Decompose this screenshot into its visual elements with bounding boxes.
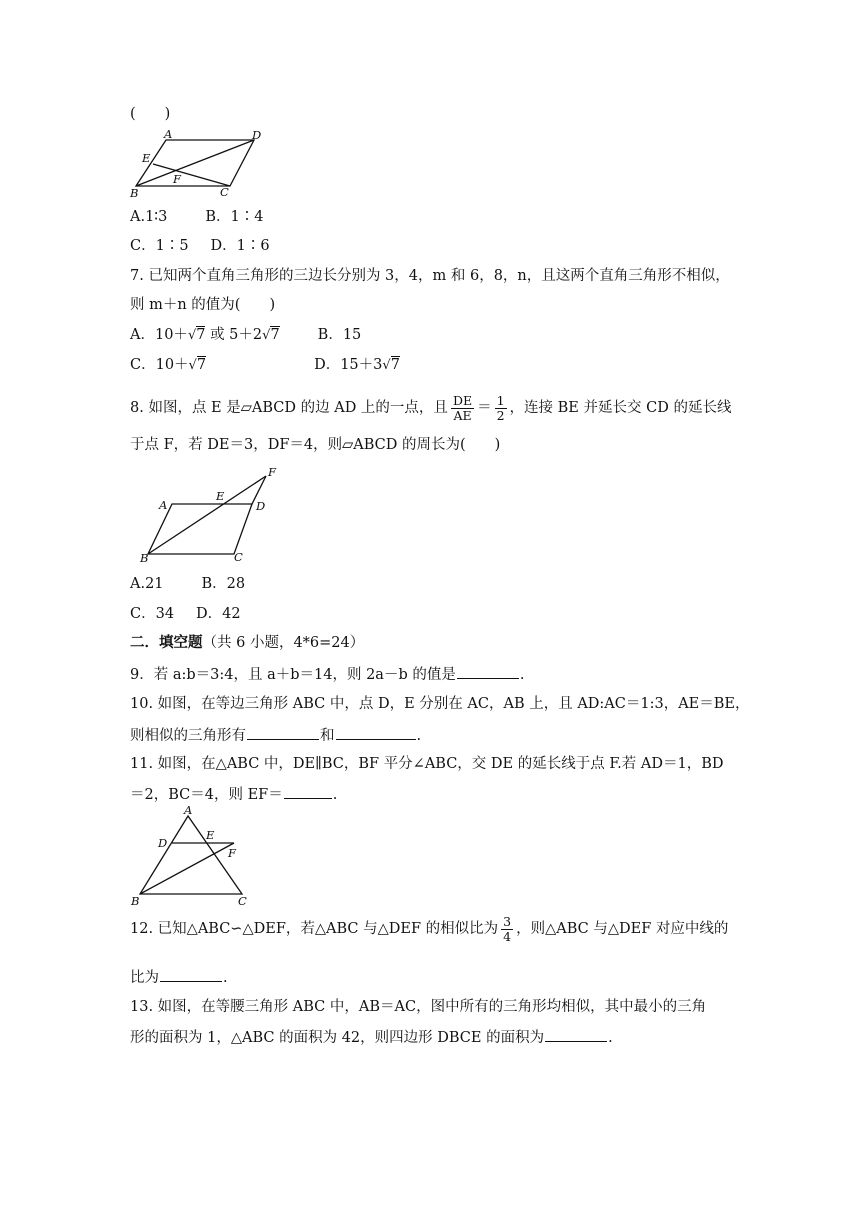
section-note: （共 6 小题，4*6=24）	[202, 635, 365, 651]
q13-answer-blank[interactable]	[545, 1026, 607, 1042]
q10-stem-line-2	[130, 724, 421, 746]
q11-segment-bf	[140, 843, 234, 894]
q7-options-row-1	[130, 325, 361, 346]
q8-equals: ＝	[477, 400, 492, 416]
q8-label-f: F	[268, 465, 276, 479]
q6-label-a: A	[164, 127, 173, 141]
q7-option-d-sqrt: √7	[382, 357, 400, 373]
q10-answer-blank-1[interactable]	[247, 724, 319, 740]
q8-options-row-2	[130, 604, 241, 624]
q11-stem-line-1: 11. 如图，在△ABC 中，DE∥BC，BF 平分∠ABC，交 DE 的延长线于点 F.若 AD＝1，BD	[130, 756, 724, 772]
q7-option-d-prefix: D．15＋3	[314, 357, 383, 373]
q11-triangle-figure	[128, 803, 256, 910]
q11-stem-line-2	[130, 783, 337, 805]
q8-stem-line-2: 于点 F，若 DE＝3，DF＝4，则▱ABCD 的周长为( )	[130, 437, 501, 453]
q7-option-a-prefix: A．10＋	[130, 327, 188, 343]
q7-options-row-2	[130, 355, 400, 376]
q10-answer-blank-2[interactable]	[336, 724, 416, 740]
q12-stem-line-2	[130, 966, 228, 988]
q12-fraction-three-quarters: $\frac{3}{4}$	[503, 913, 512, 944]
q6-segment-bd	[136, 140, 254, 186]
q7-option-b: B．15	[317, 327, 362, 343]
q10-stem-line-1: 10. 如图，在等边三角形 ABC 中，点 D，E 分别在 AC，AB 上，且 AD:AC＝1:3，AE＝BE，	[130, 696, 750, 712]
q9-answer-blank[interactable]	[457, 663, 519, 679]
q7-stem-line-2: 则 m＋n 的值为( )	[130, 297, 276, 313]
q7-option-a-sqrt-1: √7	[187, 327, 206, 343]
q11-label-d: D	[158, 836, 168, 850]
q11-triangle-abc	[140, 816, 242, 894]
q8-parallelogram-figure	[136, 462, 286, 566]
q6-options-row-2	[130, 236, 270, 256]
q6-parallelogram-figure	[126, 126, 271, 200]
q8-option-c: C．34	[130, 606, 175, 622]
q6-label-c: C	[220, 185, 229, 199]
q13-text-prefix: 形的面积为 1，△ABC 的面积为 42，则四边形 DBCE 的面积为	[130, 1030, 545, 1046]
q6-label-d: D	[252, 128, 262, 142]
q10-end: .	[416, 728, 422, 744]
q7-option-c-sqrt: √7	[188, 357, 207, 373]
q12-text-prefix: 12. 已知△ABC∽△DEF，若△ABC 与△DEF 的相似比为	[130, 921, 499, 937]
q11-text-prefix: ＝2，BC＝4，则 EF＝	[130, 787, 283, 803]
q6-option-b: B．1∶4	[205, 209, 264, 225]
q7-option-a-middle: 或 5＋2	[205, 327, 263, 343]
q6-option-a: A.1∶3	[130, 209, 168, 225]
q8-fraction-one-half: $\frac{1}{2}$	[496, 392, 505, 423]
q11-label-c: C	[238, 894, 247, 908]
q12-end: .	[223, 970, 228, 986]
q11-label-b: B	[131, 894, 140, 908]
q9-text: 9．若 a:b＝3:4，且 a＋b＝14，则 2a－b 的值是	[130, 667, 456, 683]
q8-label-c: C	[234, 550, 243, 564]
q13-stem-line-2	[130, 1026, 613, 1048]
q6-answer-paren: ( )	[130, 106, 171, 122]
q11-label-e: E	[206, 828, 215, 842]
q7-option-c-prefix: C．10＋	[130, 357, 189, 373]
q13-stem-line-1: 13. 如图，在等腰三角形 ABC 中，AB＝AC，图中所有的三角形均相似，其中最小的三角	[130, 999, 707, 1015]
q6-label-f: F	[173, 172, 181, 186]
q11-label-f: F	[228, 846, 236, 860]
q8-stem-suffix: ，连接 BE 并延长交 CD 的延长线	[509, 400, 732, 416]
q6-option-c: C．1∶5	[130, 238, 189, 254]
q8-label-d: D	[256, 499, 266, 513]
q6-label-e: E	[142, 151, 151, 165]
q8-label-a: A	[159, 498, 168, 512]
q7-option-a-sqrt-2: √7	[262, 327, 280, 343]
q6-label-b: B	[130, 186, 139, 200]
q9-end: .	[519, 667, 525, 683]
q11-end: .	[332, 787, 338, 803]
q8-stem-prefix: 8. 如图，点 E 是▱ABCD 的边 AD 上的一点，且	[130, 400, 448, 416]
q8-stem-line-1	[130, 393, 731, 423]
q8-label-b: B	[140, 551, 149, 565]
q11-answer-blank[interactable]	[284, 783, 332, 799]
section-title: 二．填空题	[130, 634, 203, 651]
q13-end: .	[608, 1030, 613, 1046]
q8-label-e: E	[216, 489, 225, 503]
q8-option-d: D．42	[196, 606, 241, 622]
q9-stem	[130, 663, 524, 685]
q8-option-b: B．28	[201, 576, 246, 592]
q6-options-row-1	[130, 207, 263, 227]
q12-text-suffix: ，则△ABC 与△DEF 对应中线的	[516, 921, 729, 937]
q8-option-a: A.21	[130, 576, 164, 592]
q7-stem-line-1: 7. 已知两个直角三角形的三边长分别为 3，4，m 和 6，8，n，且这两个直角三角形不相似，	[130, 268, 730, 284]
q8-options-row-1	[130, 574, 245, 594]
q10-text-middle: 和	[320, 728, 335, 744]
q12-answer-blank[interactable]	[160, 966, 222, 982]
q12-text-prefix-2: 比为	[130, 970, 159, 986]
q6-option-d: D．1∶6	[210, 238, 270, 254]
q10-text-prefix: 则相似的三角形有	[130, 728, 246, 744]
section-fill-in-heading	[130, 633, 364, 653]
q11-label-a: A	[184, 803, 193, 817]
q12-stem-line-1	[130, 914, 728, 944]
q8-fraction-de-ae: $\frac{DE}{AE}$	[452, 392, 473, 423]
